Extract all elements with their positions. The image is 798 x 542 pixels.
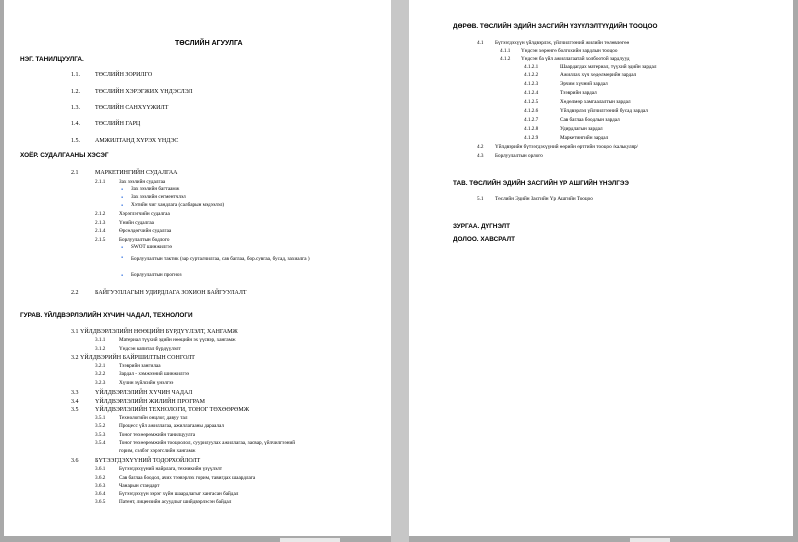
bullet-icon: ▪ bbox=[121, 203, 124, 209]
document-page-2 bbox=[409, 0, 793, 536]
toc-num: 4.1.2.3 bbox=[524, 81, 539, 87]
toc-num: 3.3 bbox=[71, 390, 79, 396]
toc-num: 4.1.2.4 bbox=[524, 90, 539, 96]
toc-num: 3.5 bbox=[71, 407, 79, 413]
toc-entry: Хүчин зүйлсийн үнэлгээ bbox=[119, 380, 174, 386]
toc-entry: Патент, лицензийн асуудлыг шийдвэрлэсэн байдал bbox=[119, 499, 232, 505]
toc-entry: Материал түүхий эдийн нөөцийн эх үүсвэр, хангамж bbox=[119, 337, 236, 343]
toc-entry: ТӨСЛИЙН ЗОРИЛГО bbox=[95, 72, 153, 78]
toc-entry: 3.2 ҮЙЛДВЭРИЙН БАЙРШИЛТЫН СОНГОЛТ bbox=[71, 355, 195, 361]
toc-num: 3.6.4 bbox=[95, 491, 106, 497]
toc-num: 4.1.2.9 bbox=[524, 135, 539, 141]
toc-entry: Үндсэн капитал бүрдүүлэлт bbox=[119, 346, 181, 352]
toc-num: 3.4 bbox=[71, 399, 79, 405]
toc-num: 4.1.2 bbox=[500, 56, 511, 62]
toc-entry: Сав баглаа боодлын зардал bbox=[560, 117, 620, 123]
toc-bullet: Хэтийн чиг хандлага (салбарын мэдээлэл) bbox=[131, 202, 225, 208]
toc-num: 2.1.1 bbox=[95, 179, 106, 185]
chapter-1-heading: НЭГ. ТАНИЛЦУУЛГА. bbox=[20, 56, 84, 63]
toc-num: 1.5. bbox=[71, 138, 80, 144]
toc-num: 4.1.1 bbox=[500, 48, 511, 54]
toc-num: 4.1.2.1 bbox=[524, 64, 539, 70]
toc-bullet: Зах зээлийн сегментчлэл bbox=[131, 194, 186, 200]
toc-entry: Бүтээгдэхүүн үйлдвэрлэх, үйлчилгээний жилийн төлөвлөгөө bbox=[495, 40, 630, 46]
chapter-7-heading: ДОЛОО. ХАВСРАЛТ bbox=[453, 236, 515, 243]
toc-entry: Төслийн Эдийн Засгийн Үр Ашгийн Тооцоо bbox=[495, 196, 593, 202]
toc-entry: Тоног төхөөрөмжийн танилцуулга bbox=[119, 432, 196, 438]
toc-bullet: Борлуулалтын прогноз bbox=[131, 272, 182, 278]
horizontal-scrollbar-thumb[interactable] bbox=[280, 538, 340, 542]
toc-entry: Үндсэн ба үйл ажиллагаатай холбоотой зардлууд bbox=[521, 56, 630, 62]
toc-title: ТӨСЛИЙН АГУУЛГА bbox=[175, 40, 243, 47]
toc-num: 3.5.4 bbox=[95, 440, 106, 446]
toc-entry: Бүтээгдэхүүн зэрэг хүйн шаардлагыг хангасан байдал bbox=[119, 491, 239, 497]
toc-num: 1.3. bbox=[71, 105, 80, 111]
toc-entry: АМЖИЛТАНД ХҮРЭХ ҮНДЭС bbox=[95, 138, 179, 144]
toc-entry: Зардал - хэмжээний шинжилгээ bbox=[119, 371, 190, 377]
toc-entry: Ажиллах хүч хөдөлмөрийн зардал bbox=[560, 72, 637, 78]
toc-num: 1.1. bbox=[71, 72, 80, 78]
toc-entry: БҮТЭЭГДЭХҮҮНИЙ ТОДОРХОЙЛОЛТ bbox=[95, 458, 201, 464]
bullet-icon: ▪ bbox=[121, 195, 124, 201]
chapter-6-heading: ЗУРГАА. ДҮГНЭЛТ bbox=[453, 223, 511, 230]
horizontal-scrollbar-thumb[interactable] bbox=[630, 538, 670, 542]
chapter-4-heading: ДӨРӨВ. ТӨСЛИЙН ЭДИЙН ЗАСГИЙН ҮЗҮҮЛЭЛТҮҮДИЙН ТООЦОО bbox=[453, 23, 658, 30]
toc-num: 5.1 bbox=[477, 196, 484, 202]
toc-entry: Технологийн онцлог, давуу тал bbox=[119, 415, 188, 421]
toc-num: 4.1.2.8 bbox=[524, 126, 539, 132]
toc-entry: ТӨСЛИЙН ХЭРЭГЖИХ ҮНДЭСЛЭЛ bbox=[95, 89, 193, 95]
toc-entry: ҮЙЛДВЭРЛЭЛИЙН ХҮЧИН ЧАДАЛ bbox=[95, 390, 193, 396]
toc-entry: Хэрэглэгчийн судалгаа bbox=[119, 211, 170, 217]
toc-num: 3.5.3 bbox=[95, 432, 106, 438]
toc-entry: Үйлдвэрлэл үйлчилгээний бусад зардал bbox=[560, 108, 648, 114]
toc-entry: Сав баглаа боодол, ачих тээвэрлэх горим, тавигдах шаардлага bbox=[119, 475, 256, 481]
toc-num: 1.4. bbox=[71, 121, 80, 127]
toc-num: 4.1.2.6 bbox=[524, 108, 539, 114]
bullet-icon: ▪ bbox=[121, 187, 124, 193]
bullet-icon: ▪ bbox=[121, 245, 124, 251]
toc-num: 2.1.2 bbox=[95, 211, 106, 217]
toc-entry: ТӨСЛИЙН ГАРЦ bbox=[95, 121, 141, 127]
toc-num: 4.1.2.7 bbox=[524, 117, 539, 123]
toc-entry: 3.1 ҮЙЛДВЭРЛЭЛИЙН НӨӨЦИЙН БҮРДҮҮЛЭЛТ, ХАНГАМЖ bbox=[71, 329, 238, 335]
toc-entry: Үйлдвэрийн бүтээгдэхүүний өөрийн өртгийн тооцоо /калькуляр/ bbox=[495, 144, 638, 150]
toc-num: 4.1.2.2 bbox=[524, 72, 539, 78]
toc-bullet: Зах зээлийн багтаамж bbox=[131, 186, 180, 192]
toc-entry: ҮЙЛДВЭРЛЭЛИЙН ЖИЛИЙН ПРОГРАМ bbox=[95, 399, 205, 405]
toc-num: 3.5.1 bbox=[95, 415, 106, 421]
toc-entry: Бүтээгдэхүүний найрлага, техникийн үзүүлэлт bbox=[119, 466, 222, 472]
toc-num: 3.1.2 bbox=[95, 346, 106, 352]
toc-num: 3.6.2 bbox=[95, 475, 106, 481]
toc-entry: Процесс үйл ажиллагаа, ажиллагааны дараалал bbox=[119, 423, 224, 429]
toc-entry: ҮЙЛДВЭРЛЭЛИЙН ТЕХНОЛОГИ, ТОНОГ ТӨХӨӨРӨМЖ bbox=[95, 407, 250, 413]
chapter-5-heading: ТАВ. ТӨСЛИЙН ЭДИЙН ЗАСГИЙН ҮР АШГИЙН ҮНЭЛГЭЭ bbox=[453, 180, 629, 187]
toc-entry: МАРКЕТИНГИЙН СУДАЛГАА bbox=[95, 170, 178, 176]
toc-entry: Эрчим хүчний зардал bbox=[560, 81, 608, 87]
toc-num: 3.6 bbox=[71, 458, 79, 464]
toc-num: 4.3 bbox=[477, 153, 484, 159]
toc-bullet: Борлуулалтын тактик (зар сурталчилгаа, сав баглаа, бор.сувгаа, бусад, захиалга ) bbox=[131, 256, 310, 262]
toc-num: 2.1.3 bbox=[95, 220, 106, 226]
toc-num: 4.1 bbox=[477, 40, 484, 46]
toc-num: 3.5.2 bbox=[95, 423, 106, 429]
toc-entry: Хөдөлмөр хамгаалалтын зардал bbox=[560, 99, 631, 105]
toc-entry: Тээврийн зангилаа bbox=[119, 363, 161, 369]
bullet-icon: ▪ bbox=[121, 273, 124, 279]
toc-entry: Зах зээлийн судалгаа bbox=[119, 179, 166, 185]
toc-entry: Үндсэн хөрөнгө болгохийн зардлын тооцоо bbox=[521, 48, 618, 54]
toc-entry: Өрсөлдөгчийн судалгаа bbox=[119, 228, 172, 234]
toc-entry: Маркетингийн зардал bbox=[560, 135, 609, 141]
chapter-3-heading: ГУРАВ. ҮЙЛДВЭРЛЭЛИЙН ХҮЧИН ЧАДАЛ, ТЕХНОЛОГИ bbox=[20, 312, 193, 319]
toc-entry: Шаардагдах материал, түүхий эдийн зардал bbox=[560, 64, 657, 70]
toc-entry: ТӨСЛИЙН САНХҮҮЖИЛТ bbox=[95, 105, 169, 111]
toc-entry: Борлуулалтын бодлого bbox=[119, 237, 170, 243]
toc-entry: Үнийн судалгаа bbox=[119, 220, 154, 226]
toc-entry: Тоног төхөөрөмжийн тооцоолол, суурилуулах ажиллагаа, засвар, үйлчилгээний bbox=[119, 440, 296, 446]
toc-num: 1.2. bbox=[71, 89, 80, 95]
toc-num: 3.2.3 bbox=[95, 380, 106, 386]
toc-entry: БАЙГУУЛЛАГЫН УДИРДЛАГА ЗОХИОН БАЙГУУЛАЛТ bbox=[95, 290, 247, 296]
document-page-1 bbox=[4, 0, 391, 536]
toc-entry: Тээврийн зардал bbox=[560, 90, 597, 96]
toc-num: 3.6.3 bbox=[95, 483, 106, 489]
toc-num: 2.1.4 bbox=[95, 228, 106, 234]
toc-num: 3.2.2 bbox=[95, 371, 106, 377]
page-gap bbox=[391, 0, 409, 542]
toc-num: 3.6.1 bbox=[95, 466, 106, 472]
toc-num: 2.1.5 bbox=[95, 237, 106, 243]
chapter-2-heading: ХОЁР. СУДАЛГААНЫ ХЭСЭГ bbox=[20, 152, 109, 159]
toc-bullet: SWOT шинжилгээ bbox=[131, 244, 172, 250]
toc-entry: Удирдлагын зардал bbox=[560, 126, 603, 132]
toc-num: 3.2.1 bbox=[95, 363, 106, 369]
toc-num: 2.2 bbox=[71, 290, 79, 296]
toc-num: 3.6.5 bbox=[95, 499, 106, 505]
toc-entry-continuation: горим, сэлбэг хэрэгслийн хангамж bbox=[119, 448, 196, 454]
bullet-icon: ▪ bbox=[121, 255, 124, 261]
toc-entry: Чанарын стандарт bbox=[119, 483, 160, 489]
toc-num: 4.1.2.5 bbox=[524, 99, 539, 105]
toc-num: 2.1 bbox=[71, 170, 79, 176]
toc-num: 3.1.1 bbox=[95, 337, 106, 343]
toc-num: 4.2 bbox=[477, 144, 484, 150]
toc-entry: Борлуулалтын орлого bbox=[495, 153, 543, 159]
